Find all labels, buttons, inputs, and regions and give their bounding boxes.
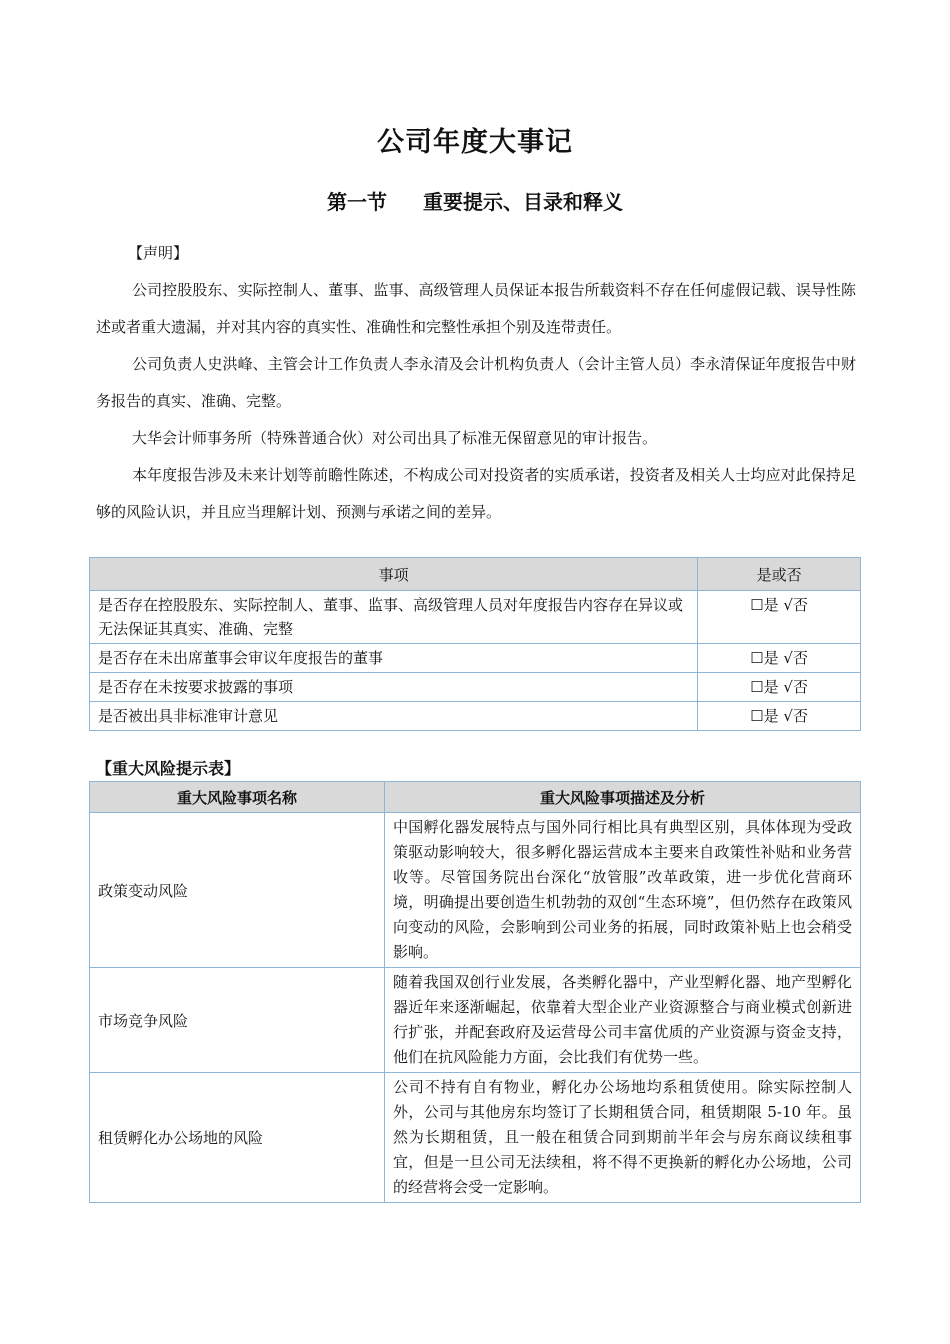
matters-table (89, 557, 861, 731)
risk-table-heading: 【重大风险提示表】 (96, 759, 241, 778)
table-row (90, 1073, 861, 1203)
table-row (90, 813, 861, 968)
declaration-paragraph: 公司负责人史洪峰、主管会计工作负责人李永清及会计机构负责人（会计主管人员）李永清保证年度报告中财务报告的真实、准确、完整。 (96, 355, 856, 410)
declaration-heading: 【声明】 (128, 244, 189, 262)
table-row (90, 591, 861, 644)
table-row (90, 673, 861, 702)
risk-description: 中国孵化器发展特点与国外同行相比具有典型区别，具体体现为受政策驱动影响较大，很多孵化器运营成本主要来自政策性补贴和业务营收等。尽管国务院出台深化“放管服”改革政策，进一步优化营商环境，明确提出要创造生机勃勃的双创“生态环境”，但仍然存在政策风向变动的风险，会影响到公司业务的拓展，同时政策补贴上也会稍受影响。 (385, 813, 861, 968)
matter-item: 是否被出具非标准审计意见 (90, 702, 698, 731)
column-header: 事项 (90, 558, 698, 591)
section-heading (0, 186, 950, 215)
risk-description: 随着我国双创行业发展，各类孵化器中，产业型孵化器、地产型孵化器近年来逐渐崛起，依靠着大型企业产业资源整合与商业模式创新进行扩张，并配套政府及运营母公司丰富优质的产业资源与资金支持，他们在抗风险能力方面，会比我们有优势一些。 (385, 968, 861, 1073)
matter-answer: ☐是 √否 (698, 644, 861, 673)
column-header: 重大风险事项描述及分析 (385, 782, 861, 813)
table-header-row (90, 782, 861, 813)
declaration-paragraph: 公司控股股东、实际控制人、董事、监事、高级管理人员保证本报告所载资料不存在任何虚假记载、误导性陈述或者重大遗漏，并对其内容的真实性、准确性和完整性承担个别及连带责任。 (96, 281, 856, 336)
matter-answer: ☐是 √否 (698, 673, 861, 702)
matter-answer: ☐是 √否 (698, 591, 861, 644)
table-row (90, 702, 861, 731)
table-row (90, 644, 861, 673)
matter-item: 是否存在未出席董事会审议年度报告的董事 (90, 644, 698, 673)
matter-item: 是否存在未按要求披露的事项 (90, 673, 698, 702)
column-header: 是或否 (698, 558, 861, 591)
risk-name: 市场竞争风险 (90, 968, 385, 1073)
section-title: 重要提示、目录和释义 (423, 190, 623, 214)
section-number: 第一节 (327, 190, 387, 214)
risk-description: 公司不持有自有物业，孵化办公场地均系租赁使用。除实际控制人外，公司与其他房东均签订了长期租赁合同，租赁期限 5-10 年。虽然为长期租赁，且一般在租赁合同到期前半年会与房东商议续租事宜，但是一旦公司无法续租，将不得不更换新的孵化办公场地，公司的经营将会受一定影响。 (385, 1073, 861, 1203)
declaration-paragraph: 大华会计师事务所（特殊普通合伙）对公司出具了标准无保留意见的审计报告。 (132, 429, 658, 447)
risk-table (89, 781, 861, 1203)
matter-item: 是否存在控股股东、实际控制人、董事、监事、高级管理人员对年度报告内容存在异议或无法保证其真实、准确、完整 (90, 591, 698, 644)
risk-name: 租赁孵化办公场地的风险 (90, 1073, 385, 1203)
declaration-paragraph: 本年度报告涉及未来计划等前瞻性陈述，不构成公司对投资者的实质承诺，投资者及相关人士均应对此保持足够的风险认识，并且应当理解计划、预测与承诺之间的差异。 (96, 466, 856, 521)
risk-name: 政策变动风险 (90, 813, 385, 968)
matter-answer: ☐是 √否 (698, 702, 861, 731)
table-header-row (90, 558, 861, 591)
column-header: 重大风险事项名称 (90, 782, 385, 813)
table-row (90, 968, 861, 1073)
page-title: 公司年度大事记 (377, 127, 573, 158)
